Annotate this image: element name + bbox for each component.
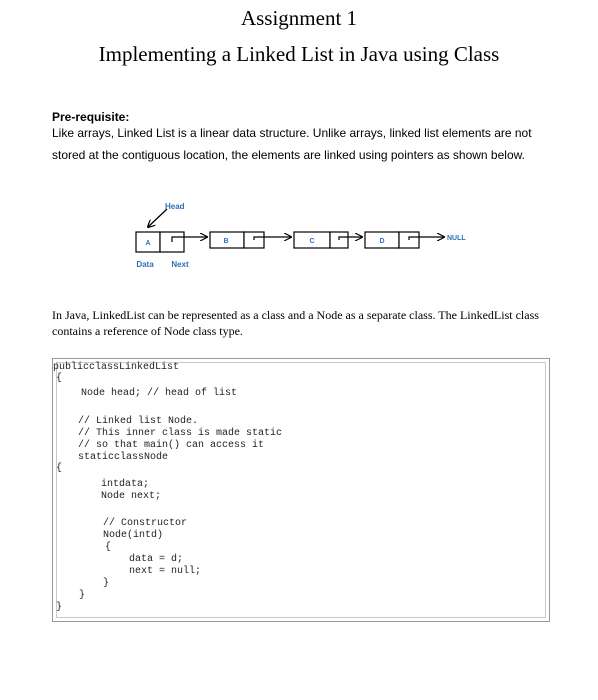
node-b <box>210 232 264 248</box>
code-line: // so that main() can access it <box>78 440 265 451</box>
head-pointer-arrow <box>148 209 167 227</box>
code-line: } <box>56 602 63 613</box>
node-a-label: A <box>145 240 151 247</box>
code-line: Node next; <box>101 491 162 502</box>
next-label: Next <box>171 260 189 269</box>
node-c-label: C <box>309 238 315 245</box>
code-line: // This inner class is made static <box>78 428 283 439</box>
code-line: intdata; <box>101 479 150 490</box>
node-a <box>136 232 184 252</box>
head-label: Head <box>165 202 185 211</box>
code-block <box>52 358 550 622</box>
prerequisite-text: Like arrays, Linked List is a linear data structure. Unlike arrays, linked list elements are not stored at the contiguous location, the elements are linked using pointers as shown below. <box>52 126 532 162</box>
node-d <box>365 232 419 248</box>
code-line: // Linked list Node. <box>78 416 199 427</box>
code-line: { <box>105 542 112 553</box>
code-line: // Constructor <box>103 518 188 529</box>
code-line: Node(intd) <box>103 530 164 541</box>
code-line: next = null; <box>129 566 202 577</box>
code-line: Node head; // head of list <box>81 388 238 399</box>
code-line: } <box>79 590 86 601</box>
document-title: Assignment 1 <box>240 6 358 30</box>
code-line: { <box>56 463 63 474</box>
code-line: { <box>56 373 63 384</box>
node-d-label: D <box>379 238 385 245</box>
code-line: staticclassNode <box>78 452 169 463</box>
code-line: data = d; <box>129 554 184 565</box>
linkedlist-paragraph: In Java, LinkedList can be represented as a class and a Node as a separate class. The LinkedList class contains a reference of Node class type. <box>52 308 539 338</box>
node-b-label: B <box>223 238 229 245</box>
data-label: Data <box>136 260 154 269</box>
code-line: } <box>103 578 110 589</box>
code-line: publicclassLinkedList <box>53 362 180 373</box>
linked-list-diagram <box>0 196 598 276</box>
null-label: NULL <box>447 235 466 242</box>
node-c <box>294 232 348 248</box>
document-subtitle: Implementing a Linked List in Java using Class <box>98 42 500 66</box>
prerequisite-heading: Pre-requisite: <box>52 110 130 124</box>
